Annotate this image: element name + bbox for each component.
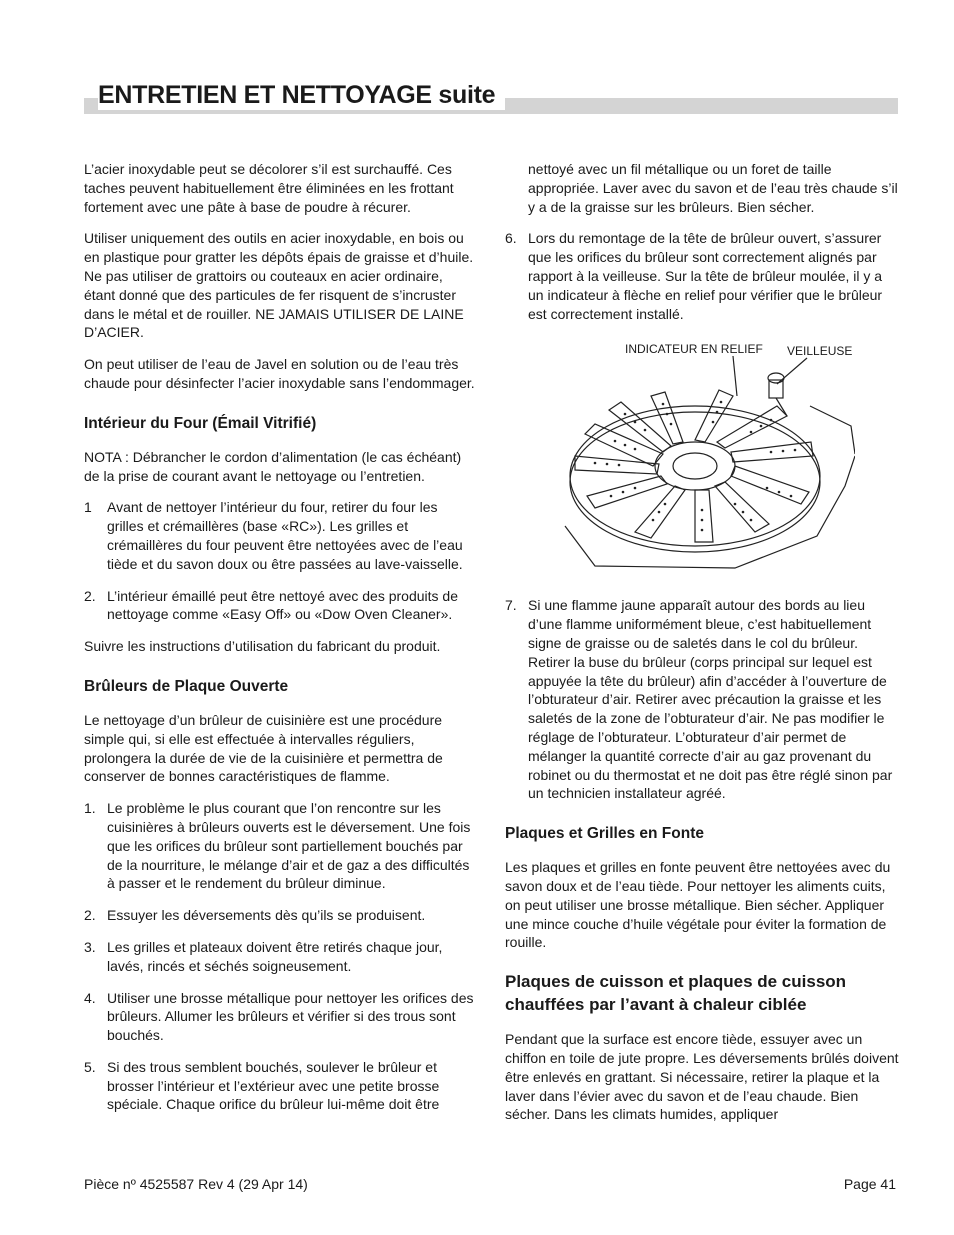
list-item: [84, 989, 476, 1045]
item-number: 1.: [84, 800, 96, 817]
page-title: ENTRETIEN ET NETTOYAGE suite: [98, 80, 505, 110]
cooktop-edge-right: [810, 406, 855, 454]
list-item: [84, 498, 476, 573]
paragraph-continued: nettoyé avec un fil métallique ou un foret de taille appropriée. Laver avec du savon et de l’eau très chaude s’il y a de la graisse sur les brûleurs. Bien sécher.: [528, 161, 898, 215]
burner-arm: [695, 390, 733, 442]
item-text: Les grilles et plateaux doivent être retirés chaque jour, lavés, rincés et séchés soigneusement.: [107, 938, 443, 974]
item-number: 5.: [84, 1058, 96, 1075]
burner-arm: [651, 392, 683, 444]
left-column: [84, 160, 476, 1127]
item-number: 7.: [505, 597, 517, 614]
leader-line-indicator: [733, 356, 737, 396]
item-number: 4.: [84, 989, 96, 1006]
footer-page-number: Page 41: [843, 1176, 896, 1192]
section-heading-griddle: Plaques de cuisson et plaques de cuisson chauffées par l’avant à chaleur ciblée: [505, 972, 847, 1015]
footer-part-number: Pièce nº 4525587 Rev 4 (29 Apr 14): [84, 1176, 308, 1192]
item-text: Si une flamme jaune apparaît autour des bords au lieu d’une flamme uniformément bleue, c’est habituellement signe de graisse ou de saletés dans le col du brûleur. Retirer la buse du brûleur (corps principal sur lequel est appuyée la tête du brûleur) afin d’accéder à l’ouverture de l’obturateur d’air. Retirer avec précaution la graisse et les saletés de la zone de l’obturateur d’air. Ne pas modifier le réglage de l’obturateur. L’obturateur d’air permet de mélanger la quantité correcte d’air au gaz provenant du robinet ou du thermostat et ne doit pas être réglé sinon par un technicien installateur agréé.: [528, 597, 893, 802]
item-number: 6.: [505, 230, 517, 247]
right-column: [505, 160, 900, 1137]
list-item: [84, 906, 476, 925]
figure-label-indicator: INDICATEUR EN RELIEF: [625, 342, 763, 357]
paragraph: Les plaques et grilles en fonte peuvent être nettoyées avec du savon doux et de l’eau tiède. Pour nettoyer les aliments cuits, on peut utiliser une brosse métallique. Bien sécher. Appliquer une mince couche d’huile végétale pour éviter la formation de rouille.: [505, 859, 891, 951]
section-heading-burners: Brûleurs de Plaque Ouverte: [84, 677, 289, 695]
paragraph: Le nettoyage d’un brûleur de cuisinière est une procédure simple qui, si elle est effectuée à intervalles réguliers, prolongera la durée de vie de la cuisinière et permettra de conserver de bonnes caractéristiques de flamme.: [84, 711, 443, 785]
list-item: [84, 587, 476, 625]
section-heading-oven: Intérieur du Four (Émail Vitrifié): [84, 414, 317, 432]
item-number: 3.: [84, 938, 96, 955]
burner-arm: [575, 456, 659, 474]
pilot-cap: [768, 373, 784, 383]
section-heading-plates: Plaques et Grilles en Fonte: [505, 825, 704, 843]
paragraph: On peut utiliser de l’eau de Javel en solution ou de l’eau très chaude pour désinfecter l’acier inoxydable sans l’endommager.: [84, 356, 475, 391]
item-text: L’intérieur émaillé peut être nettoyé avec des produits de nettoyage comme «Easy Off» ou «Dow Oven Cleaner».: [107, 587, 458, 623]
item-text: Essuyer les déversements dès qu’ils se produisent.: [107, 907, 426, 924]
item-text: Avant de nettoyer l’intérieur du four, retirer du four les grilles et crémaillères (base «RC»). Les grilles et crémaillères du four peuvent être nettoyées avec de l’eau tiède et du savon doux ou être passées au lave-vaisselle.: [107, 499, 463, 572]
burner-arm: [695, 490, 713, 542]
list-item: [84, 799, 476, 893]
item-number: 2.: [84, 907, 96, 924]
burner-figure: [555, 336, 855, 576]
paragraph: Pendant que la surface est encore tiède, essuyer avec un chiffon en toile de jute propre. Les déversements brûlés doivent être enlevés en grattant. Si nécessaire, retirer la plaque et la laver dans l’évier avec du savon et de l’eau chaude. Bien sécher. Dans les climats humides, appliquer: [505, 1031, 899, 1123]
burner-center-hub: [673, 453, 717, 479]
item-text: Si des trous semblent bouchés, soulever le brûleur et brosser l’intérieur et l’extérieur avec une petite brosse spéciale. Chaque orifice du brûleur lui-même doit être: [107, 1058, 440, 1113]
list-item: [84, 1058, 476, 1114]
item-number: 2.: [84, 587, 96, 604]
burner-arm: [587, 476, 667, 508]
paragraph: Suivre les instructions d’utilisation du fabricant du produit.: [84, 638, 441, 655]
list-item: [505, 229, 900, 323]
paragraph: Utiliser uniquement des outils en acier inoxydable, en bois ou en plastique pour gratter les dépôts épais de graisse et d’huile. Ne pas utiliser de grattoirs ou couteaux en acier ordinaire, étant donné que des particules de fer risquent de s’incruster dans le métal et de rouiller. NE JAMAIS UTILISER DE LAINE D’ACIER.: [84, 230, 474, 341]
item-text: Utiliser une brosse métallique pour nettoyer les orifices des brûleurs. Allumer les brûleurs et vérifier si des trous sont bouchés.: [107, 989, 474, 1044]
list-item: [505, 596, 900, 803]
burner-arm: [715, 482, 769, 532]
burner-arm: [717, 406, 787, 448]
item-text: Le problème le plus courant que l’on rencontre sur les cuisinières à brûleurs ouverts est le déversement. Une fois que les orifices du brûleur sont partiellement bouchés par de la nourriture, le mélange d’air et de gaz a des difficultés à passer et le rendement du brûleur diminue.: [107, 800, 471, 892]
list-item: [84, 938, 476, 976]
item-text: Lors du remontage de la tête de brûleur ouvert, s’assurer que les orifices du brûleur sont correctement alignés par rapport à la veilleuse. Sur la tête de brûleur moulée, il y a un indicateur à flèche en relief pour vérifier que le brûleur est correctement installé.: [528, 230, 883, 322]
note: NOTA : Débrancher le cordon d’alimentation (le cas échéant) de la prise de courant avant le nettoyage ou l’entretien.: [84, 448, 462, 484]
paragraph: L’acier inoxydable peut se décolorer s’il est surchauffé. Ces taches peuvent habituellement être éliminées en les frottant fortement avec une pâte à base de poudre à récurer.: [84, 161, 454, 215]
burner-head-illustration: [555, 336, 855, 576]
item-number: 1: [84, 499, 92, 516]
figure-label-pilot: VEILLEUSE: [787, 344, 853, 359]
